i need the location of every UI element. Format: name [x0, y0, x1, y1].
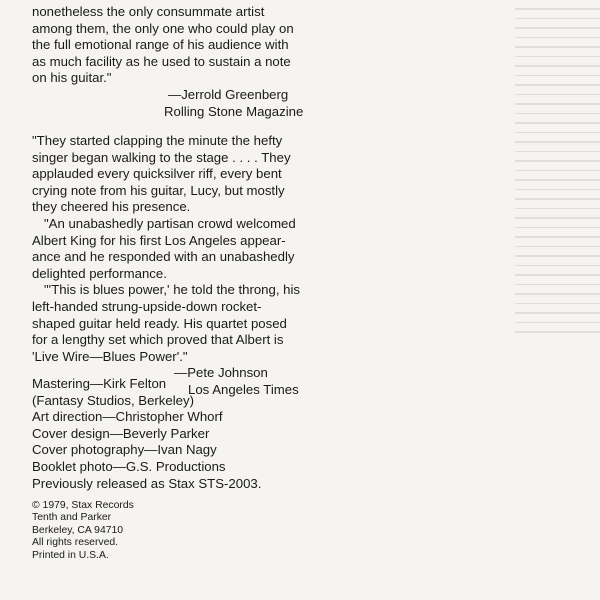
quote-line: ance and he responded with an unabashedly [32, 249, 295, 265]
quote-line: applauded every quicksilver riff, every bent [32, 166, 282, 182]
design-credits [32, 409, 322, 475]
mastering-credits [32, 376, 322, 409]
quote-line: "They started clapping the minute the hefty [32, 133, 283, 148]
quote-line: delighted performance. [32, 265, 167, 281]
quote-source: Los Angeles Times [188, 381, 299, 397]
quote-line: 'Live Wire—Blues Power'." [32, 348, 188, 364]
copyright-block [32, 500, 322, 562]
quote-source: Rolling Stone Magazine [164, 103, 304, 119]
credit-line: Cover photography—Ivan Nagy [32, 442, 217, 458]
quote-line: "'This is blues power,' he told the throng, his [44, 282, 301, 298]
quote-line: "An unabashedly partisan crowd welcomed [44, 215, 296, 231]
copyright-line: Tenth and Parker [32, 512, 112, 524]
quote-line: the full emotional range of his audience with [32, 37, 289, 53]
quote-line: shaped guitar held ready. His quartet posed [32, 315, 287, 331]
quote-line: as much facility as he used to sustain a note [32, 53, 291, 69]
copyright-line: Berkeley, CA 94710 [32, 524, 124, 536]
quote-line: nonetheless the only consummate artist [32, 4, 265, 19]
quote-los-angeles-times [32, 133, 322, 399]
credit-line: Booklet photo—G.S. Productions [32, 458, 226, 474]
credit-line: Art direction—Christopher Whorf [32, 409, 223, 424]
quote-line: among them, the only one who could play on [32, 20, 294, 36]
bleed-through-text [505, 0, 600, 600]
credit-line: Cover design—Beverly Parker [32, 425, 210, 441]
credit-line: Mastering—Kirk Felton [32, 376, 167, 391]
quote-line: singer began walking to the stage . . . . They [32, 149, 291, 165]
quote-line: they cheered his presence. [32, 199, 191, 215]
quote-line: Albert King for his first Los Angeles appear- [32, 232, 286, 248]
quote-author: —Pete Johnson [174, 365, 268, 381]
release-note [32, 476, 322, 493]
quote-rolling-stone [32, 4, 322, 120]
quote-author: —Jerrold Greenberg [168, 86, 289, 102]
quote-line: for a lengthy set which proved that Albert is [32, 332, 284, 348]
quote-line: left-handed strung-upside-down rocket- [32, 298, 262, 314]
credit-line: (Fantasy Studios, Berkeley) [32, 392, 194, 408]
quote-line: on his guitar." [32, 70, 112, 86]
quote-line: crying note from his guitar, Lucy, but mostly [32, 182, 285, 198]
release-line: Previously released as Stax STS-2003. [32, 476, 262, 491]
copyright-line: All rights reserved. [32, 537, 119, 549]
copyright-line: Printed in U.S.A. [32, 549, 109, 561]
copyright-line: © 1979, Stax Records [32, 500, 134, 511]
